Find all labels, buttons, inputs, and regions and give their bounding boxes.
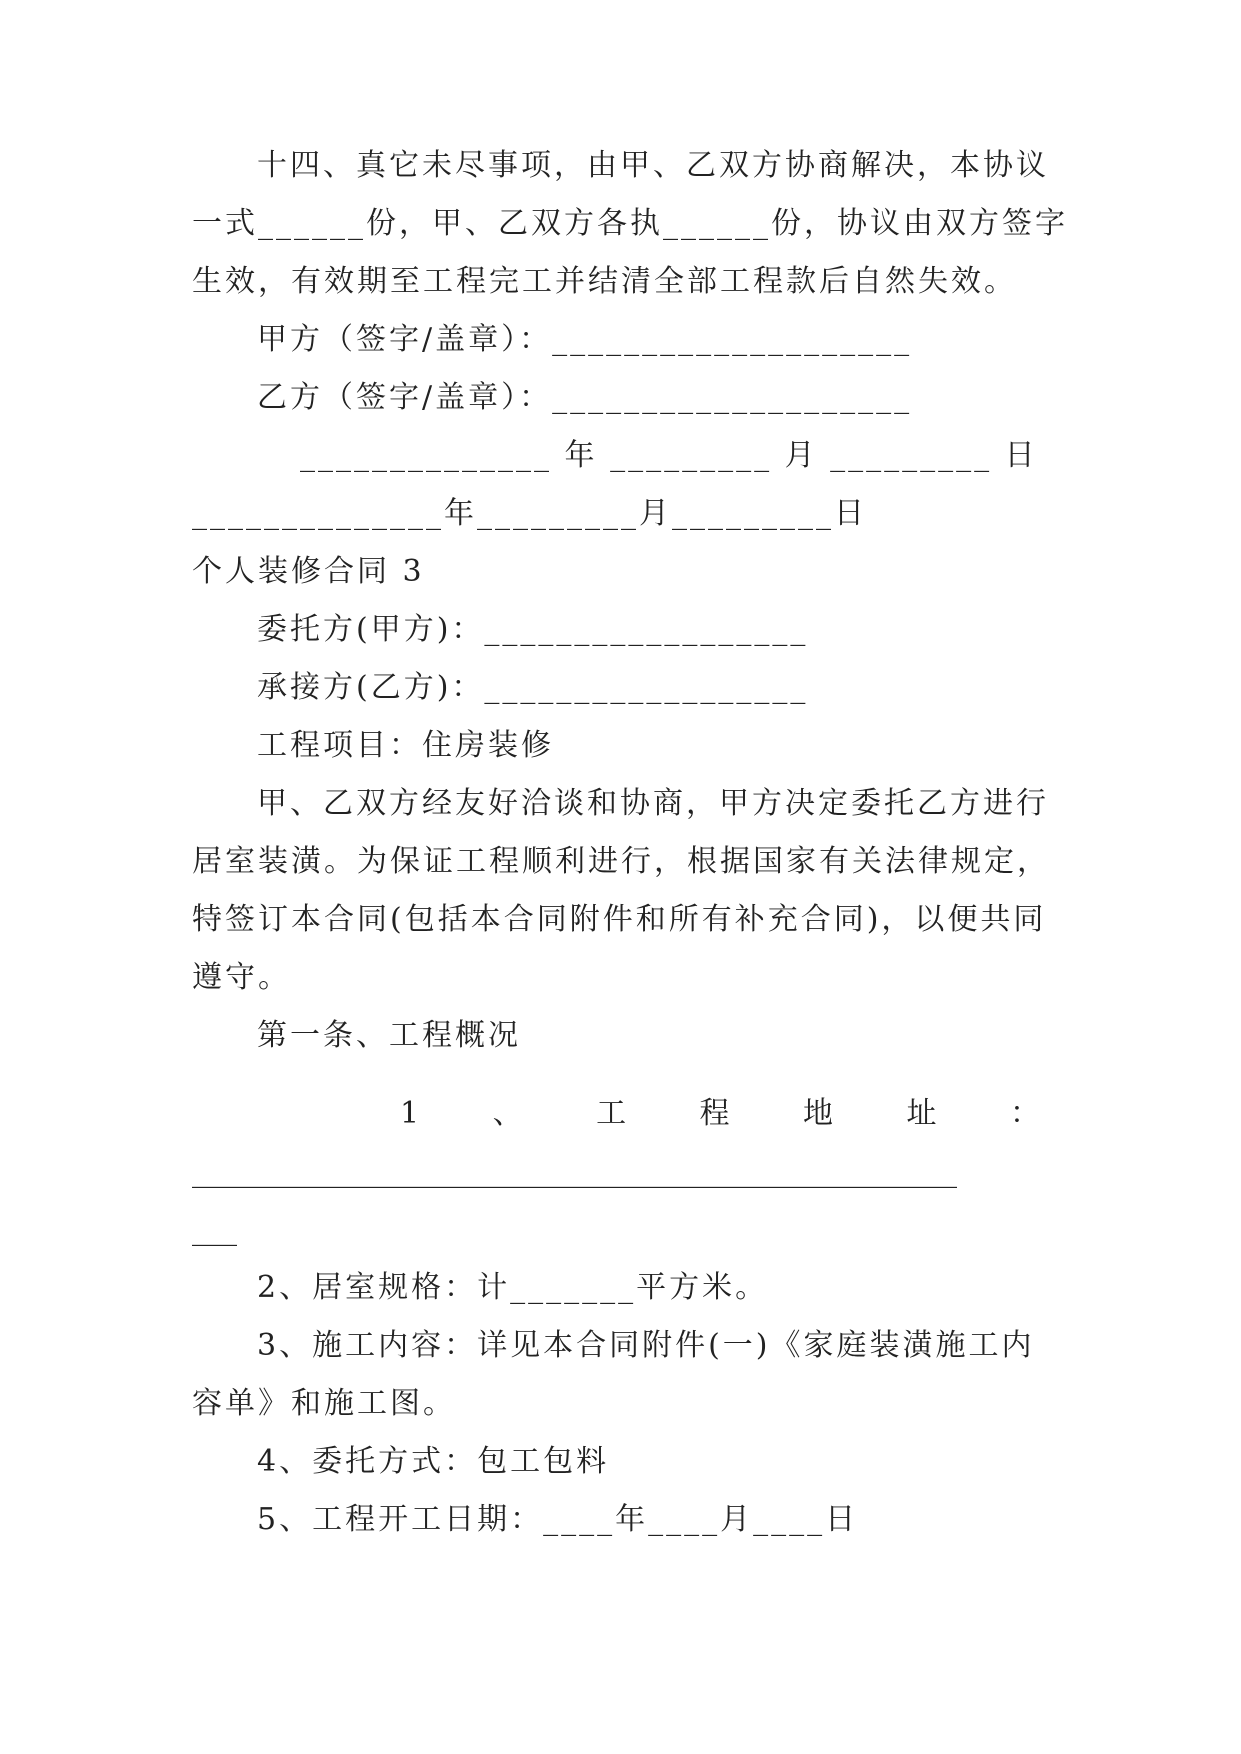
address-blank-tail: ___ [192,1212,237,1247]
item-4-entrust-method: 4、委托方式：包工包料 [257,1444,610,1479]
address-label-char-1: 工 [596,1096,627,1131]
paragraph-14-line-3: 生效，有效期至工程完工并结清全部工程款后自然失效。 [192,264,1017,299]
address-label-colon: ： [1010,1096,1040,1131]
paragraph-14-line-1: 十四、真它未尽事项，由甲、乙双方协商解决，本协议 [257,148,1049,183]
item-5-start-date: 5、工程开工日期：____年____月____日 [257,1502,859,1537]
address-label-char-2: 程 [699,1096,730,1131]
address-label-number: 1 [400,1096,420,1131]
signature-party-a: 甲方（签字/盖章）：____________________ [257,322,913,357]
item-3-line-1: 3、施工内容：详见本合同附件(一)《家庭装潢施工内 [257,1328,1035,1363]
item-2-room-size: 2、居室规格：计_______平方米。 [257,1270,769,1305]
contractor-party-line: 承接方(乙方)：__________________ [257,670,809,705]
address-label-char-3: 地 [803,1096,834,1131]
signature-party-b: 乙方（签字/盖章）：____________________ [257,380,913,415]
address-label-spread [400,1094,1040,1134]
intro-line-4: 遵守。 [192,960,291,995]
article-1-title: 第一条、工程概况 [257,1018,521,1053]
intro-line-3: 特签订本合同(包括本合同附件和所有补充合同)，以便共同 [192,902,1047,937]
intro-line-1: 甲、乙双方经友好洽谈和协商，甲方决定委托乙方进行 [257,786,1049,821]
address-blank-line: ___________________________________________________ [192,1154,957,1189]
contract-title: 个人装修合同 3 [192,554,425,589]
client-party-line: 委托方(甲方)：__________________ [257,612,809,647]
project-line: 工程项目：住房装修 [257,728,554,763]
address-label-char-4: 址 [906,1096,937,1131]
signature-date-line-2: ______________年_________月_________日 [192,496,867,531]
item-3-line-2: 容单》和施工图。 [192,1386,456,1421]
intro-line-2: 居室装潢。为保证工程顺利进行，根据国家有关法律规定， [192,844,1050,879]
paragraph-14-line-2: 一式______份，甲、乙双方各执______份，协议由双方签字 [192,206,1068,241]
signature-date-line-1: ______________ 年 _________ 月 _________ 日 [300,438,1038,473]
address-label-comma: 、 [492,1096,523,1131]
